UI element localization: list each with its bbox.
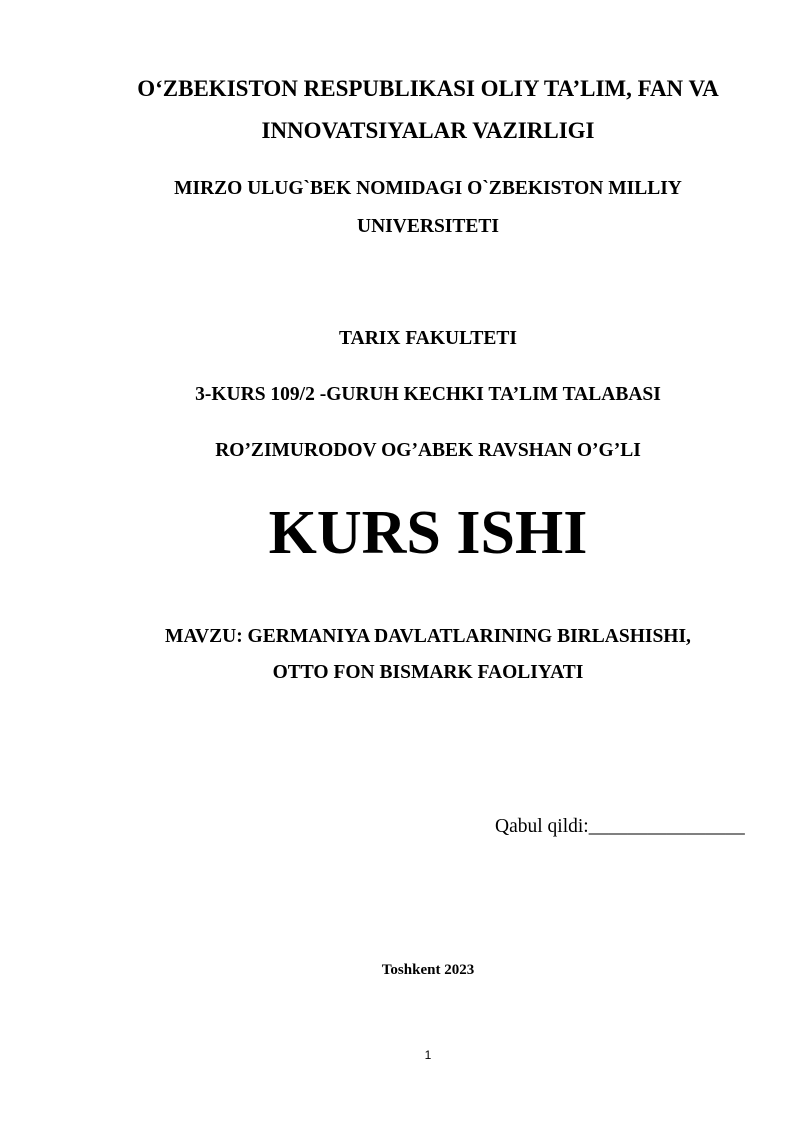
university-title-line1: MIRZO ULUG`BEK NOMIDAGI O`ZBEKISTON MILLIY <box>174 178 682 199</box>
page-number: 1 <box>424 1048 432 1062</box>
document-title: KURS ISHI <box>268 499 588 567</box>
faculty-name: TARIX FAKULTETI <box>339 328 517 349</box>
city-year: Toshkent 2023 <box>381 962 475 978</box>
ministry-title-line1: O‘ZBEKISTON RESPUBLIKASI OLIY TA’LIM, FAN VA <box>137 76 719 101</box>
topic-line1: MAVZU: GERMANIYA DAVLATLARINING BIRLASHISHI, <box>165 626 691 647</box>
student-name: RO’ZIMURODOV OG’ABEK RAVSHAN O’G’LI <box>215 440 641 461</box>
topic-line2: OTTO FON BISMARK FAOLIYATI <box>272 662 584 683</box>
accepted-by-field: Qabul qildi:________________ <box>495 816 745 837</box>
university-title-line2: UNIVERSITETI <box>357 216 499 237</box>
ministry-title-line2: INNOVATSIYALAR VAZIRLIGI <box>261 118 595 143</box>
course-group: 3-KURS 109/2 -GURUH KECHKI TA’LIM TALABASI <box>195 384 661 405</box>
